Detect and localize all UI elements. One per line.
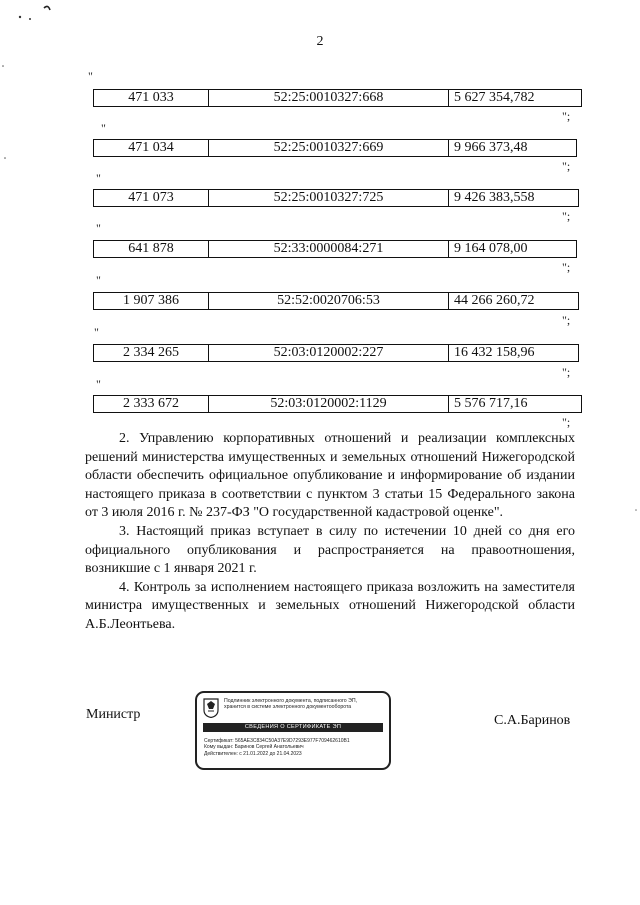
table-row	[93, 240, 577, 258]
open-quote: "	[88, 69, 93, 83]
cell-number: 2 334 265	[94, 345, 209, 361]
order-clauses	[85, 430, 575, 635]
cell-value: 16 432 158,96	[454, 345, 535, 360]
table-row	[93, 344, 579, 362]
close-quote: ";	[562, 209, 571, 223]
signatory-name: С.А.Баринов	[494, 713, 571, 728]
table-row	[93, 189, 579, 207]
cell-value: 5 627 354,782	[454, 90, 535, 105]
clause-3: 3. Настоящий приказ вступает в силу по истечении 10 дней со дня его официального опубликования и распространяется на правоотношения, возникшие с 1 января 2021 г.	[85, 523, 575, 577]
clause-2: 2. Управлению корпоративных отношений и реализации комплексных решений министерства имущественных и земельных отношений Нижегородской области обеспечить официальное опубликование и информирование об издании настоящего приказа в соответствии с пунктом 3 статьи 15 Федерального закона от 3 июля 2016 г. № 237-ФЗ "О государственной кадастровой оценке".	[85, 431, 575, 521]
stamp-details	[204, 738, 388, 757]
cell-cadastral: 52:52:0020706:53	[209, 293, 449, 309]
cell-value: 9 426 383,558	[454, 190, 535, 205]
cell-cadastral: 52:25:0010327:668	[209, 90, 449, 106]
open-quote: "	[96, 273, 101, 287]
cell-cadastral: 52:03:0120002:227	[209, 345, 449, 361]
cell-value: 9 164 078,00	[454, 241, 528, 256]
cell-cadastral: 52:25:0010327:669	[209, 140, 449, 156]
open-quote: "	[96, 377, 101, 391]
cell-number: 471 073	[94, 190, 209, 206]
open-quote: "	[94, 325, 99, 339]
cell-number: 2 333 672	[94, 396, 209, 412]
cell-number: 471 033	[94, 90, 209, 106]
e-signature-stamp	[195, 691, 391, 770]
stamp-validity: Действителен: с 21.01.2022 до 21.04.2023	[204, 750, 302, 757]
coat-of-arms-icon	[203, 698, 219, 718]
open-quote: "	[96, 171, 101, 185]
cell-number: 641 878	[94, 241, 209, 257]
close-quote: ";	[562, 415, 571, 429]
cell-value: 44 266 260,72	[454, 293, 535, 308]
close-quote: ";	[562, 313, 571, 327]
open-quote: "	[101, 121, 106, 135]
table-row	[93, 89, 582, 107]
cell-value: 5 576 717,16	[454, 396, 528, 411]
cell-cadastral: 52:25:0010327:725	[209, 190, 449, 206]
close-quote: ";	[562, 260, 571, 274]
stamp-title: СВЕДЕНИЯ О СЕРТИФИКАТЕ ЭП	[203, 723, 383, 732]
table-row	[93, 292, 579, 310]
cell-value: 9 966 373,48	[454, 140, 528, 155]
cell-cadastral: 52:33:0000084:271	[209, 241, 449, 257]
stamp-owner: Кому выдан: Баринов Сергей Анатольевич	[204, 744, 304, 751]
cell-cadastral: 52:03:0120002:1129	[209, 396, 449, 412]
cell-number: 1 907 386	[94, 293, 209, 309]
stamp-header: Подлинник электронного документа, подписанного ЭП, хранится в системе электронного документооборота	[224, 698, 358, 710]
stamp-certificate: Сертификат: 565AE3C834C50A37E9D7293E977F709462610B1	[204, 738, 350, 744]
open-quote: "	[96, 221, 101, 235]
close-quote: ";	[562, 159, 571, 173]
signatory-role: Министр	[86, 707, 141, 722]
table-row	[93, 395, 582, 413]
close-quote: ";	[562, 365, 571, 379]
table-row	[93, 139, 577, 157]
page-number: 2	[316, 34, 324, 49]
cell-number: 471 034	[94, 140, 209, 156]
close-quote: ";	[562, 109, 571, 123]
clause-4: 4. Контроль за исполнением настоящего приказа возложить на заместителя министра имущественных и земельных отношений Нижегородской области А.Б.Леонтьева.	[85, 579, 575, 632]
